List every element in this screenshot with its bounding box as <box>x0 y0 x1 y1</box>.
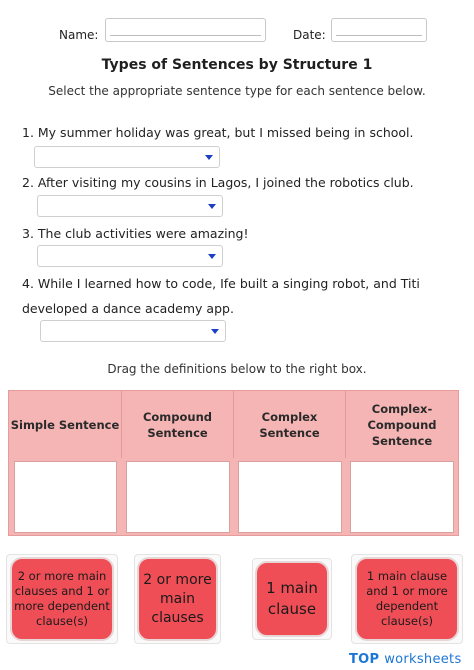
question-4-text-line1: 4. While I learned how to code, Ife built a singing robot, and Titi <box>22 276 420 291</box>
question-1-select[interactable] <box>34 146 220 168</box>
definition-chip-4[interactable]: 1 main clause and 1 or more dependent clause(s) <box>355 557 459 641</box>
drag-instruction: Drag the definitions below to the right box. <box>107 362 367 376</box>
question-2-text: 2. After visiting my cousins in Lagos, I joined the robotics club. <box>22 175 414 190</box>
drop-zone-compound[interactable] <box>126 461 230 533</box>
date-label: Date: <box>293 28 326 42</box>
brand-worksheets: worksheets <box>384 652 462 667</box>
definition-chip-1[interactable]: 2 or more main clauses and 1 or more dependent clause(s) <box>10 557 114 641</box>
drop-zone-complex-compound[interactable] <box>350 461 454 533</box>
instruction-text: Select the appropriate sentence type for each sentence below. <box>48 84 426 98</box>
chevron-down-icon <box>208 204 216 209</box>
question-1-text: 1. My summer holiday was great, but I missed being in school. <box>22 125 414 140</box>
definition-chip-2[interactable]: 2 or more main clauses <box>137 557 218 641</box>
header-compound-sentence: Compound Sentence <box>122 391 234 458</box>
drop-zone-complex[interactable] <box>238 461 342 533</box>
chevron-down-icon <box>208 254 216 259</box>
header-complex-compound-sentence: Complex- Compound Sentence <box>367 401 437 448</box>
name-field[interactable] <box>105 18 266 42</box>
question-3-select[interactable] <box>37 245 223 267</box>
question-3-text: 3. The club activities were amazing! <box>22 226 249 241</box>
definition-chip-3[interactable]: 1 main clause <box>255 561 329 637</box>
question-4-text-line2: developed a dance academy app. <box>22 301 234 316</box>
chevron-down-icon <box>211 329 219 334</box>
header-complex-sentence: Complex Sentence <box>234 391 346 458</box>
sentence-type-table <box>8 390 459 536</box>
name-label: Name: <box>59 28 99 42</box>
question-4-select[interactable] <box>40 320 226 342</box>
chevron-down-icon <box>205 155 213 160</box>
drop-zone-simple[interactable] <box>14 461 117 533</box>
date-field[interactable] <box>331 18 427 42</box>
question-2-select[interactable] <box>37 195 223 217</box>
brand-logo <box>349 652 462 667</box>
brand-top: TOP <box>349 652 380 667</box>
page-title: Types of Sentences by Structure 1 <box>101 57 373 73</box>
header-simple-sentence: Simple Sentence <box>9 391 122 458</box>
